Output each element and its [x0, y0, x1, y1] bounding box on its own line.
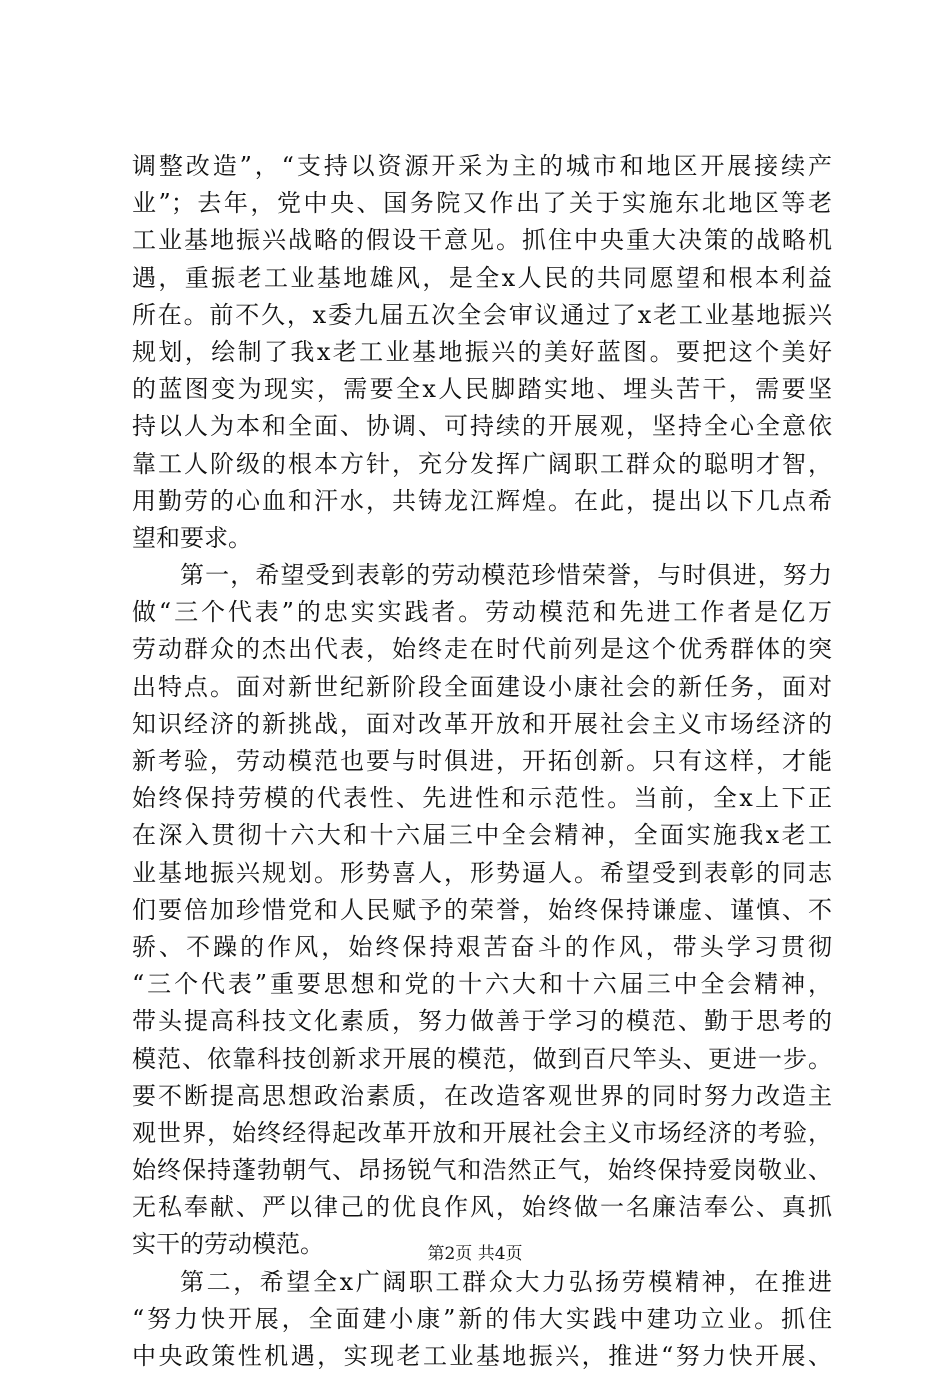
text-line: 调整改造”，“支持以资源开采为主的城市和地区开展接续产	[132, 152, 832, 180]
page-number-footer: 第2页 共4页	[427, 1244, 523, 1264]
text-line: “努力快开展，全面建小康”新的伟大实践中建功立业。抓住	[132, 1304, 832, 1333]
text-line: 骄、不躁的作风，始终保持艰苦奋斗的作风，带头学习贯彻	[132, 932, 832, 961]
text-line: 带头提高科技文化素质，努力做善于学习的模范、勤于思考的	[132, 1007, 832, 1036]
text-line: 规划，绘制了我x老工业基地振兴的美好蓝图。要把这个美好	[132, 337, 832, 366]
document-body	[132, 148, 832, 1375]
paragraph-first-line: 第二，希望全x广阔职工群众大力弘扬劳模精神，在推进	[180, 1267, 832, 1296]
text-line: 遇，重振老工业基地雄风，是全x人民的共同愿望和根本利益	[132, 263, 832, 292]
text-line: 无私奉献、严以律己的优良作风，始终做一名廉洁奉公、真抓	[132, 1193, 832, 1222]
text-line: 始终保持蓬勃朝气、昂扬锐气和浩然正气，始终保持爱岗敬业、	[132, 1156, 832, 1185]
text-line: 持以人为本和全面、协调、可持续的开展观，坚持全心全意依	[132, 412, 832, 441]
text-line: 的蓝图变为现实，需要全x人民脚踏实地、埋头苦干，需要坚	[132, 375, 832, 404]
text-line: 靠工人阶级的根本方针，充分发挥广阔职工群众的聪明才智，	[132, 449, 832, 478]
text-line: 用勤劳的心血和汗水，共铸龙江辉煌。在此，提出以下几点希	[132, 486, 832, 515]
text-line: 实干的劳动模范。	[132, 1230, 324, 1259]
text-line: 知识经济的新挑战，面对改革开放和开展社会主义市场经济的	[132, 709, 832, 738]
text-line: 出特点。面对新世纪新阶段全面建设小康社会的新任务，面对	[132, 672, 832, 701]
text-line: 劳动群众的杰出代表，始终走在时代前列是这个优秀群体的突	[132, 635, 832, 664]
text-line: 始终保持劳模的代表性、先进性和示范性。当前，全x上下正	[132, 784, 832, 813]
text-line: “三个代表”重要思想和党的十六大和十六届三中全会精神，	[132, 970, 832, 999]
text-line: 模范、依靠科技创新求开展的模范，做到百尺竿头、更进一步。	[132, 1044, 832, 1073]
text-line: 业”；去年，党中央、国务院又作出了关于实施东北地区等老	[132, 189, 832, 218]
text-line: 望和要求。	[132, 523, 252, 552]
text-line: 所在。前不久，x委九届五次全会审议通过了x老工业基地振兴	[132, 300, 832, 329]
text-line: 中央政策性机遇，实现老工业基地振兴，推进“努力快开展、	[132, 1342, 832, 1370]
text-line: 们要倍加珍惜党和人民赋予的荣誉，始终保持谦虚、谨慎、不	[132, 895, 832, 924]
text-line: 做“三个代表”的忠实实践者。劳动模范和先进工作者是亿万	[132, 598, 832, 627]
paragraph-first-line: 第一，希望受到表彰的劳动模范珍惜荣誉，与时俱进，努力	[180, 561, 832, 590]
text-line: 在深入贯彻十六大和十六届三中全会精神，全面实施我x老工	[132, 821, 832, 850]
text-line: 观世界，始终经得起改革开放和开展社会主义市场经济的考验，	[132, 1118, 832, 1147]
text-line: 业基地振兴规划。形势喜人，形势逼人。希望受到表彰的同志	[132, 858, 832, 887]
text-line: 工业基地振兴战略的假设干意见。抓住中央重大决策的战略机	[132, 226, 832, 255]
text-line: 新考验，劳动模范也要与时俱进，开拓创新。只有这样，才能	[132, 747, 832, 775]
text-line: 要不断提高思想政治素质，在改造客观世界的同时努力改造主	[132, 1081, 832, 1110]
